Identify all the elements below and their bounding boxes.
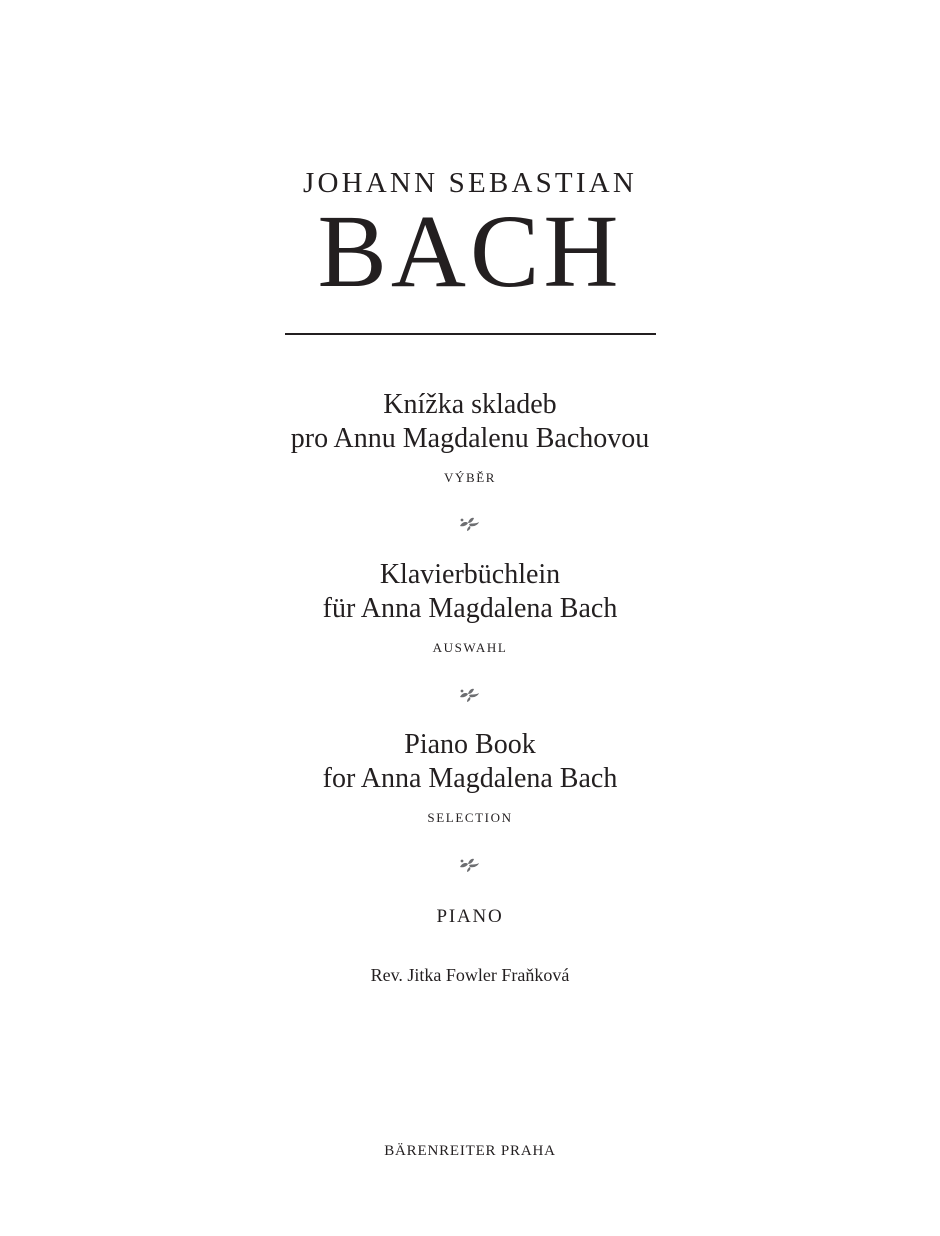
title-en-label: SELECTION bbox=[427, 810, 513, 825]
title-cs-label: VÝBĚR bbox=[443, 470, 497, 485]
title-en-line2: for Anna Magdalena Bach bbox=[322, 763, 618, 794]
fleuron-icon bbox=[458, 685, 482, 703]
publisher-name: BÄRENREITER PRAHA bbox=[384, 1143, 556, 1159]
composer-surname: BACH bbox=[317, 194, 623, 309]
instrument-label: PIANO bbox=[436, 906, 504, 927]
fleuron-icon bbox=[458, 514, 482, 532]
title-de-line1: Klavierbüchlein bbox=[379, 559, 561, 590]
fleuron-icon bbox=[458, 855, 482, 873]
title-de-line2: für Anna Magdalena Bach bbox=[322, 593, 618, 624]
title-cs-line2: pro Annu Magdalenu Bachovou bbox=[290, 423, 650, 454]
title-cs-line1: Knížka skladeb bbox=[383, 389, 557, 420]
title-en-line1: Piano Book bbox=[404, 729, 536, 760]
title-divider bbox=[285, 333, 656, 335]
title-de-label: AUSWAHL bbox=[432, 640, 508, 655]
composer-first-names: JOHANN SEBASTIAN bbox=[303, 167, 637, 199]
editor-credit: Rev. Jitka Fowler Fraňková bbox=[370, 965, 570, 985]
